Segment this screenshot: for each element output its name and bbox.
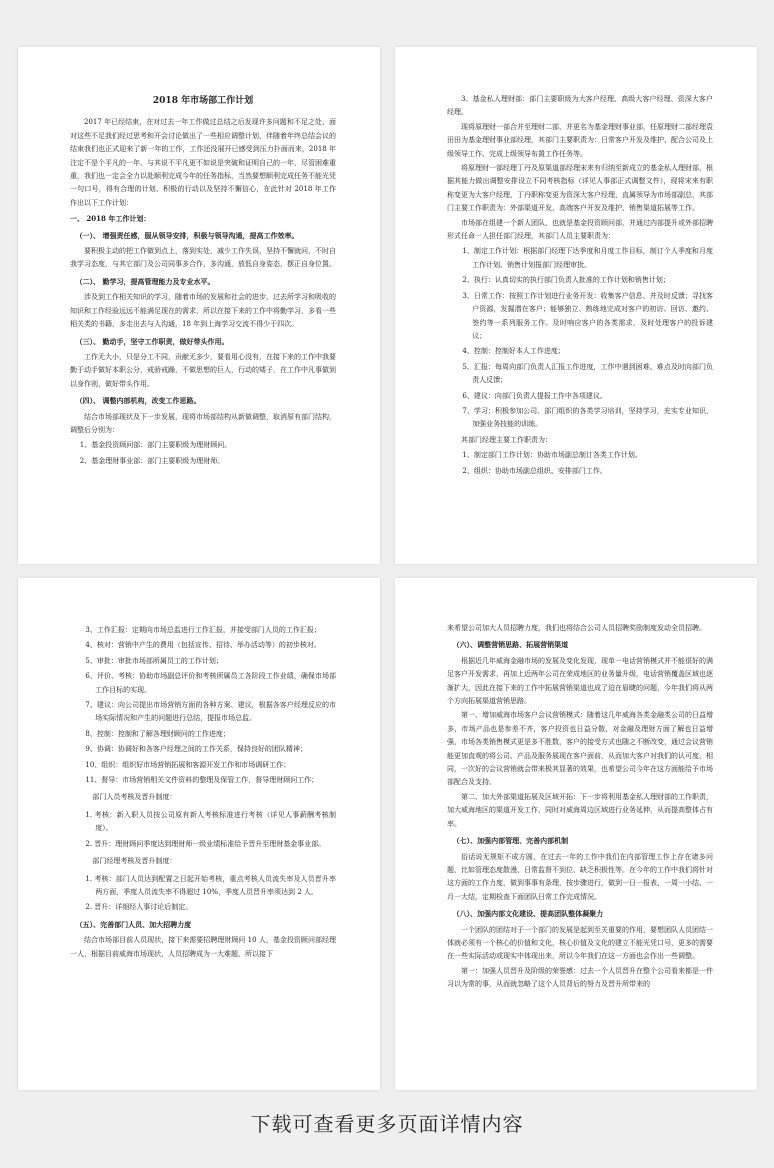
list-item: 1、制定部门工作计划：协助市场副总制订各类工作计划。 xyxy=(462,451,642,460)
list-item: 3、日常工作：按照工作计划进行业务开发：收集客户信息、并及时反馈；寻找客户资源，发掘潜在客户；能够独立、熟练地完成对客户的初访、回访、邀约、签约等一系列服务工作。及时响应客户的各类需求，及时处理客户的投诉建议； xyxy=(462,291,713,340)
list-item: 10、组织：组织好市场营销拓展和客源开发工作和市场调研工作； xyxy=(85,760,291,769)
list-item: 4、控制：控制好本人工作进度； xyxy=(462,347,565,356)
paragraph: 市场部在组建一个新人团队，也就是基金投资顾问部，并通过内部提升或外部招聘形式任命一人担任部门经理，其部门人员主要职责为： xyxy=(447,218,713,241)
list-item: 6、评价、考核：协助市场副总评价和考核所属员工各阶段工作业绩，确保市场部工作目标的实现。 xyxy=(85,672,336,694)
paragraph: 俗话说无规矩不成方圆，在过去一年的工作中我们在内部管理工作上存在诸多问题，比如管理态度散漫、日常监督不到位、缺乏积极性等。在今年的工作中我们将针对这方面的工作力度，做到事事有条理，按步骤进行，做到一日一报表、一周一小结、一月一大结，定期检查下面团队日常工作完成情况。 xyxy=(447,852,713,901)
section-heading: 一、 2018 年工作计划： xyxy=(70,214,151,224)
list-item: 8、控制：控制和了解各理财顾问的工作进度； xyxy=(85,729,230,738)
paragraph: 结合市场部目前人员现状，接下来需要招聘理财顾问 10 人，基金投资顾问部经理一人，根据目前威海市场现状，人员招聘成为一大难题，所以接下 xyxy=(70,936,336,958)
list-item: 5、审批：审批市场部所属员工的工作计划； xyxy=(85,656,223,665)
subsection-heading: （四）、 调整内部机构，改变工作思路。 xyxy=(75,396,201,406)
list-item: 2. 晋升：详细经人事讨论后制定。 xyxy=(85,903,193,912)
paragraph: 第一、增加威海市场客户会议营销模式：随着这几年威海各类金融类公司的日益增多，市场产品也是参差不齐，客户投资也日益分散，对金融及理财方面了解也日益增强，市场各类销售模式更是多不胜数，客户的接受方式也随之不断改变，通过会议营销能更加直观的将公司、产品及服务展现在客户面前，从而加大客户对我们的认可度，相同，一次好的会议营销就会带来极其显著的效果，也希望公司今年在这方面能给予市场部配合及支持。 xyxy=(447,711,713,787)
list-item: 1、基金投资顾问部：部门主要职级为理财顾问。 xyxy=(79,441,232,450)
paragraph: 要积极主动的把工作做到点上，落到实处，减少工作失误，坚持不懈就问，不时自我学习态度，与其它部门及公司同事多合作，多沟通，放低自身姿态，摆正自身位置。 xyxy=(70,247,336,269)
list-item: 1. 考核：新入职人员按公司原有新人考核标准进行考核（详见人事薪酬考核制度）。 xyxy=(85,810,336,833)
list-item: 2、基金理财事业部：部门主要职级为理财师。 xyxy=(79,456,225,465)
subsection-heading: （八）、加强内部文化建设、提高团队整体凝聚力 xyxy=(452,909,604,919)
paragraph: 其部门经理主要工作职责为： xyxy=(461,435,552,444)
paragraph: 根据近几年威海金融市场的发展及变化发现，现单一电话营销模式并不能很好的满足客户开发需求，再加上近两年公司在荣成地区的业务量升级，电话营销覆盖区域也逐渐扩大，因此在接下来的工作中拓展营销渠道也成了迫在眉睫的问题，今年我们将从两个方向拓展渠道营销思路。 xyxy=(447,656,713,706)
list-item: 1、制定工作计划：根据部门经理下达季度和月度工作目标，制订个人季度和月度工作计划、销售计划报部门经理审批。 xyxy=(462,247,713,269)
list-item: 3、工作汇报：定期向市场总监进行工作汇报，并接受部门人员的工作汇报； xyxy=(85,626,321,634)
list-item: 3、基金私人理财部：部门主要职级为大客户经理、高级大客户经理、资深大客户经理。 xyxy=(447,95,713,117)
subsection-heading: （六）、调整营销思路、拓展营销渠道 xyxy=(452,640,569,650)
list-item: 6、建议：向部门负责人提报工作中各项建议。 xyxy=(462,391,607,400)
list-item: 5、汇报：每周向部门负责人汇报工作进度，工作中遇到困难、难点及时向部门负责人反馈； xyxy=(462,362,713,385)
paragraph: 第一：加强人员晋升及阶级的荣誉感：过去一个人员晋升在整个公司看来都是一件习以为常的事，从而就忽略了这个人员背后的努力及晋升所带来的 xyxy=(447,966,713,989)
list-item: 4、核对：营销中产生的费用（包括宣传、招待、举办活动等）的初步核对。 xyxy=(85,641,321,650)
paragraph: 第二、加大外部渠道拓展及区域开拓：下一步将利用基金私人理财部的工作职责，加大威海地区的渠道开发工作，同时对威海周边区域进行业务延伸，从而提高整体占有率。 xyxy=(447,792,713,828)
subsection-heading: （三）、 勤动手，坚守工作职责，做好带头作用。 xyxy=(75,336,229,346)
document-page-1 xyxy=(18,47,380,564)
paragraph: 现将原理财一部合并至理财二部，并更名为基金理财事业部，任原理财二部经理袁田田为基金理财事业部经理，其部门主要职责为：日常客户开发及维护、配合公司及上级领导工作、完成上级领导布置工作任务等。 xyxy=(447,122,713,158)
paragraph: 工作无大小，只是分工不同，贡献无多少，要看用心没有，在接下来的工作中我要勤于动手做好本职公分，戒骄戒躁，不做思想的巨人，行动的矮子，在工作中凡事做到以身作则，做好带头作用。 xyxy=(70,352,336,388)
list-item: 1. 考核：部门人员达到配置之日起开始考核，重点考核人员流失率及人员晋升率两方面，季度人员流失率不得超过 10%，季度人员晋升率须达到 2 人。 xyxy=(85,874,336,896)
document-page-2 xyxy=(395,47,757,564)
list-item: 11、督导：市场营销相关文件资料的整理及保管工作，督导理财顾问工作； xyxy=(85,776,319,785)
list-item: 2. 晋升：理财顾问季度达到理财师一级业绩标准给予晋升至理财基金事业部。 xyxy=(85,839,326,848)
paragraph: 结合市场部现状及下一步发展，现将市场部结构从新做调整，取消原有部门结构，调整后分别为： xyxy=(70,412,336,434)
paragraph: 涉及到工作相关知识的学习，随着市场的发展和社会的进步，过去所学习和吸收的知识和工作经验远远不能满足现在的需求，所以在接下来的工作中将勤学习，多看一些相关类的书籍，多走出去与人沟通，18 年到上海学习交流不得少于四次。 xyxy=(70,293,336,329)
paragraph: 来希望公司加大人员招聘力度，我们也将结合公司人员招聘奖励制度发动全员招聘。 xyxy=(447,624,706,632)
intro-paragraph: 2017 年已经结束，在对过去一年工作做过总结之后发现许多问题和不足之处，面对这些不足我们经过思考和开会讨论做出了一些相应调整计划，伴随着年终总结会议的结束我们也正式迎来了新一年的工作，工作还没展开已感受到压力扑面而来，2018 年注定不是个平凡的一年，与其说不平凡更不如说是突破和证明自己的一年，尽管困难重重，我们也一定会全力以赴顺利完成今年的任务指标，当然要想顺利完成任务不能光凭一句口号，得有合理的计划、积极的行动以及坚持不懈信心，在此针对 2018 年工作作出以下工作计划： xyxy=(70,118,336,207)
subsection-heading: （五）、完善部门人员、加大招聘力度 xyxy=(75,919,192,929)
document-title: 2018 年市场部工作计划 xyxy=(152,96,254,106)
subheading: 部门人员考核及晋升制度： xyxy=(92,793,177,802)
subheading: 部门经理考核及晋升制度： xyxy=(92,857,177,866)
list-item: 9、协调：协调好和各客户经理之间的工作关系，保持良好的团队精神； xyxy=(85,745,307,754)
document-page-4 xyxy=(395,578,757,1090)
subsection-heading: （一）、 增强责任感，服从领导安排，积极与领导沟通，提高工作效率。 xyxy=(75,230,299,240)
document-page-3 xyxy=(18,578,380,1090)
list-item: 2、执行：认真切实的执行部门负责人批准的工作计划和销售计划； xyxy=(462,276,670,285)
paragraph: 一个团队的团结对于一个部门的发展是起到至关重要的作用，要想团队人员团结一体就必须有一个核心的价值和文化，核心价值及文化的建立不能光凭口号，更多的需要在一些实际活动或现实中体现出来，所以今年我们在这一方面也会作出一些调整。 xyxy=(447,925,713,961)
subsection-heading: （七）、加强内部管理、完善内部机制 xyxy=(452,836,569,846)
download-more-caption[interactable]: 下载可查看更多页面详情内容 xyxy=(250,1112,524,1136)
list-item: 7、建议：向公司提出市场营销方面的各种方案、建议，根据各客户经理反应的市场实际情况和产生的问题进行总结，提报市场总监。 xyxy=(85,701,336,723)
list-item: 2、组织：协助市场副总组织、安排部门工作。 xyxy=(462,466,607,475)
list-item: 7、学习：积极参加公司、部门组织的各类学习培训，坚持学习，充实专业知识，加强业务技能的训练。 xyxy=(462,406,713,429)
subsection-heading: （二）、 勤学习，提高管理能力及专业水平。 xyxy=(75,276,215,286)
paragraph: 将原理财一部经理丁丹及原渠道部经理宋来有归纳至新成立的基金私人理财部，根据其能力做出调整安排设立不同考核指标（详见人事部正式调整文件），现将宋来有职称变更为大客户经理，丁丹职称变更为资深大客户经理，直属领导为市场部副总，其部门主要工作职责为：外部渠道开发，高端客户开发及维护、销售渠道拓展等工作。 xyxy=(447,164,713,213)
